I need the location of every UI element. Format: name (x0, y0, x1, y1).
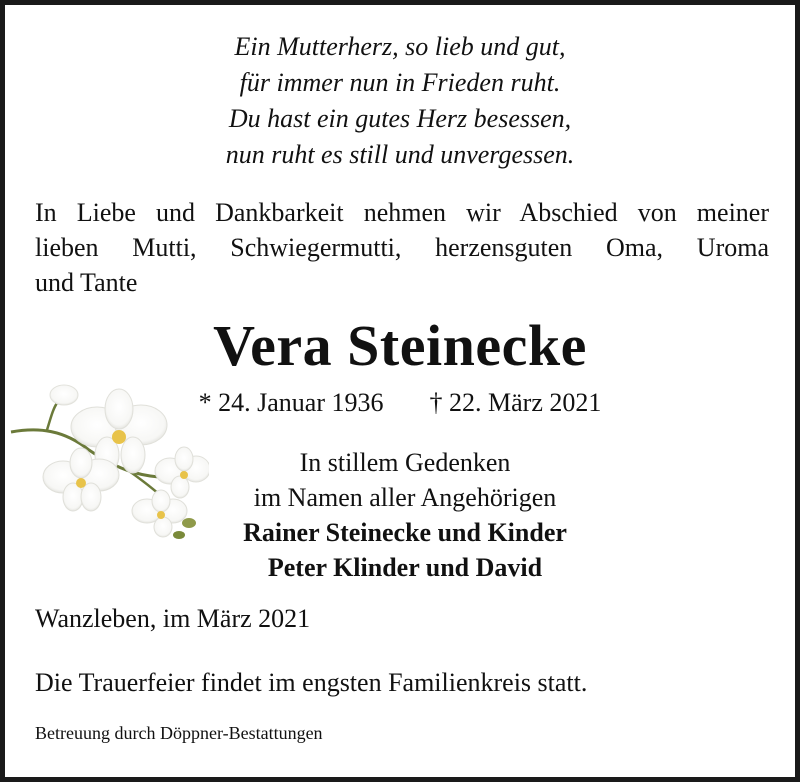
farewell-line: lieben Mutti, Schwiegermutti, herzensguten Oma, Uroma (35, 233, 769, 262)
poem-line: Du hast ein gutes Herz besessen, (228, 104, 572, 133)
memorial-poem (5, 29, 795, 173)
memorial-line: im Namen aller Angehörigen (253, 483, 557, 512)
poem-line: nun ruht es still und unvergessen. (225, 140, 575, 169)
deceased-name: Vera Steinecke (213, 313, 587, 378)
mourner-name: Peter Klinder und David (267, 553, 543, 582)
farewell-line: und Tante (35, 268, 138, 297)
birth-date: * 24. Januar 1936 (198, 388, 384, 417)
mourner-name: Rainer Steinecke und Kinder (243, 518, 567, 547)
memorial-block (10, 445, 800, 585)
undertaker-credit: Betreuung durch Döppner-Bestattungen (35, 723, 323, 743)
memorial-line: In stillem Gedenken (299, 448, 511, 477)
place-and-date: Wanzleben, im März 2021 (35, 604, 311, 633)
poem-line: Ein Mutterherz, so lieb und gut, (234, 32, 566, 61)
poem-line: für immer nun in Frieden ruht. (239, 68, 561, 97)
farewell-line: In Liebe und Dankbarkeit nehmen wir Abschied von meiner (35, 198, 769, 227)
death-date: † 22. März 2021 (429, 388, 602, 417)
ceremony-note: Die Trauerfeier findet im engsten Familienkreis statt. (35, 668, 588, 697)
farewell-text (35, 195, 769, 300)
